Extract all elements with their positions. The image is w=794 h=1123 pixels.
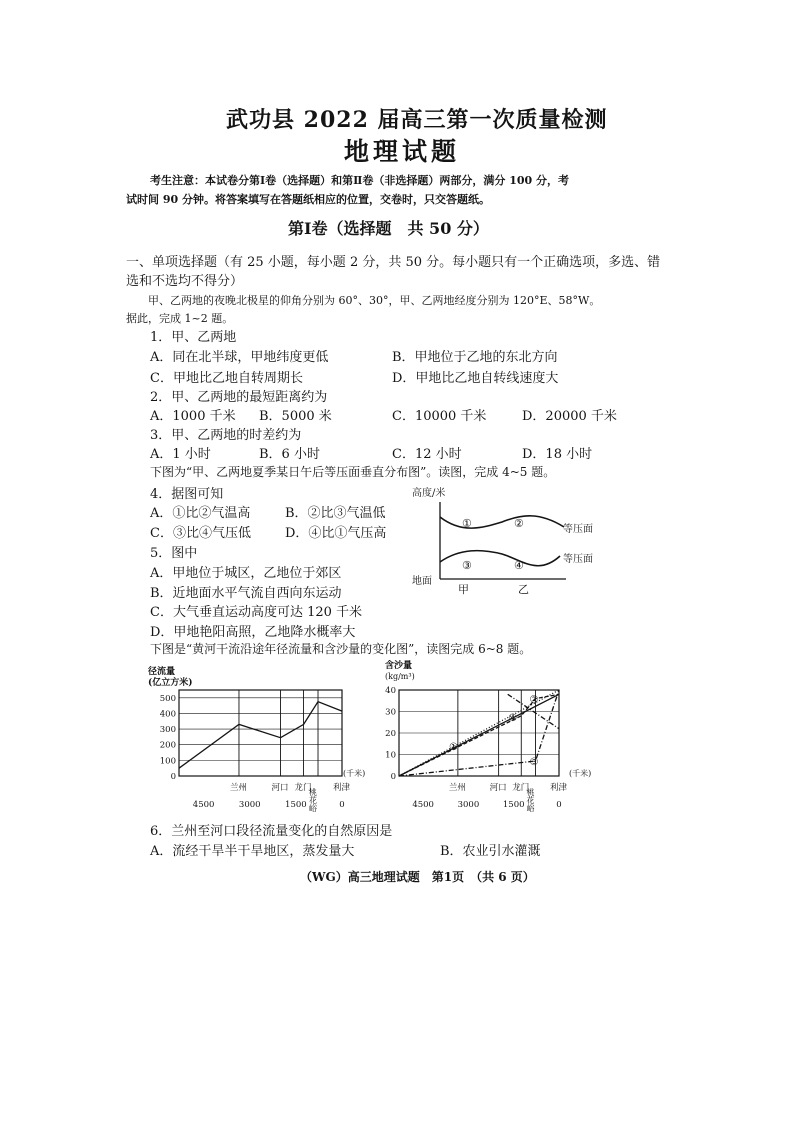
question-5-stem: 5．图中 <box>150 546 198 561</box>
sediment-xtick-label: 4500 <box>412 800 434 810</box>
runoff-chart-x-unit: (千米) <box>343 769 366 778</box>
question-6-option-b: B．农业引水灌溉 <box>440 844 541 859</box>
question-3-option-b: B．6 小时 <box>259 447 320 462</box>
runoff-ytick-label: 500 <box>159 693 176 704</box>
location-yi-label: 乙 <box>518 583 529 596</box>
ground-label: 地面 <box>412 576 432 587</box>
figure-2-intro: 下图是“黄河干流沿途年径流量和含沙量的变化图”，读图完成 6~8 题。 <box>150 642 532 656</box>
runoff-station-label: 兰州 <box>229 783 247 793</box>
context-line-2: 据此，完成 1~2 题。 <box>126 312 234 325</box>
runoff-ytick-label: 200 <box>159 740 176 751</box>
runoff-station-label: 龙门 <box>294 783 312 793</box>
sediment-ytick-label: 0 <box>390 772 396 782</box>
runoff-station-label: 利津 <box>333 783 351 793</box>
runoff-chart <box>148 660 378 812</box>
question-3-option-c: C．12 小时 <box>392 447 462 462</box>
point-3-label: ③ <box>462 559 472 572</box>
question-4-option-a: A．①比②气温高 <box>150 506 251 521</box>
question-4-option-c: C．③比④气压低 <box>150 526 251 541</box>
sediment-series-label: ② <box>529 694 539 706</box>
question-3-option-d: D．18 小时 <box>522 447 593 462</box>
point-1-label: ① <box>462 517 472 530</box>
question-2-option-a: A．1000 千米 <box>150 409 236 424</box>
sediment-xtick-label: 3000 <box>457 800 480 810</box>
sediment-xtick-label: 0 <box>556 800 562 810</box>
section-title: 第Ⅰ卷（选择题 共 50 分） <box>288 219 489 238</box>
runoff-chart-ylabel-line-1: 径流量 <box>148 667 176 677</box>
question-4-stem: 4．据图可知 <box>150 487 224 502</box>
runoff-series-line <box>179 702 342 769</box>
sediment-ytick-label: 20 <box>385 729 396 739</box>
question-2-option-c: C．10000 千米 <box>392 409 487 424</box>
question-2-option-d: D．20000 千米 <box>522 409 617 424</box>
lower-isobaric-surface <box>440 551 560 566</box>
notice-line-2: 试时间 90 分钟。将答案填写在答题纸相应的位置，交卷时，只交答题纸。 <box>126 193 490 206</box>
runoff-station-label: 河口 <box>271 783 289 793</box>
runoff-chart-ylabel-line-2: (亿立方米) <box>148 678 193 688</box>
point-2-label: ② <box>514 517 524 530</box>
question-4-option-b: B．②比③气温低 <box>285 506 386 521</box>
runoff-xtick-label: 1500 <box>285 800 307 810</box>
runoff-xtick-label: 4500 <box>192 800 215 810</box>
instructions-line-1: 一、单项选择题（有 25 小题，每小题 2 分，共 50 分。每小题只有一个正确选项，多选、错 <box>126 255 661 270</box>
question-3-stem: 3．甲、乙两地的时差约为 <box>150 428 302 443</box>
question-4-option-d: D．④比①气压高 <box>285 526 387 541</box>
runoff-ytick-label: 300 <box>159 725 176 736</box>
instructions-line-2: 选和不选均不得分） <box>126 274 244 289</box>
page-footer: （WG）高三地理试题 第1页 （共 6 页） <box>300 870 535 884</box>
isobar-diagram <box>410 482 620 600</box>
isobar-diagram-ylabel: 高度/米 <box>412 488 446 499</box>
runoff-ytick-label: 0 <box>170 772 176 782</box>
sediment-station-label: 利津 <box>550 783 568 793</box>
exam-title: 武功县 2022 届高三第一次质量检测 <box>226 107 608 133</box>
sediment-chart-ylabel-line-2: (kg/m³) <box>385 672 415 681</box>
question-6-option-a: A．流经干旱半干旱地区，蒸发量大 <box>150 844 355 859</box>
lower-isobar-label: 等压面 <box>563 554 593 565</box>
question-1-stem: 1．甲、乙两地 <box>150 330 237 345</box>
question-5-option-d: D．甲地艳阳高照，乙地降水概率大 <box>150 625 356 640</box>
sediment-xtick-label: 1500 <box>502 800 525 810</box>
question-3-option-a: A．1 小时 <box>150 447 211 462</box>
context-line-1: 甲、乙两地的夜晚北极星的仰角分别为 60°、30°，甲、乙两地经度分别为 120°E、58°W。 <box>148 294 601 307</box>
question-5-option-b: B．近地面水平气流自西向东运动 <box>150 586 342 601</box>
question-5-option-a: A．甲地位于城区，乙地位于郊区 <box>150 566 342 581</box>
sediment-ytick-label: 40 <box>385 686 396 696</box>
question-2-option-b: B．5000 米 <box>259 409 332 424</box>
question-1-option-d: D．甲地比乙地自转线速度大 <box>392 371 559 386</box>
question-1-option-b: B．甲地位于乙地的东北方向 <box>392 350 558 365</box>
question-6-stem: 6．兰州至河口段径流量变化的自然原因是 <box>150 824 393 839</box>
runoff-ytick-label: 400 <box>159 709 176 720</box>
exam-subtitle: 地理试题 <box>344 137 461 166</box>
sediment-station-label: 龙门 <box>512 783 530 793</box>
sediment-chart-x-unit: (千米) <box>569 769 592 778</box>
runoff-ytick-label: 100 <box>159 756 176 767</box>
sediment-station-label: 河口 <box>489 783 507 793</box>
sediment-ytick-label: 10 <box>385 750 396 761</box>
runoff-station-label: 桃花峪 <box>308 788 318 812</box>
sediment-station-label: 桃花峪 <box>525 788 535 812</box>
question-1-option-c: C．甲地比乙地自转周期长 <box>150 371 303 386</box>
sediment-series-label: ① <box>449 741 458 753</box>
location-jia-label: 甲 <box>458 583 469 596</box>
sediment-chart <box>385 660 600 812</box>
sediment-chart-ylabel-line-1: 含沙量 <box>385 661 413 671</box>
point-4-label: ④ <box>514 559 524 572</box>
sediment-series-label: ③ <box>529 756 539 768</box>
sediment-ytick-label: 30 <box>385 707 396 718</box>
notice-line-1: 考生注意：本试卷分第Ⅰ卷（选择题）和第Ⅱ卷（非选择题）两部分，满分 100 分，考 <box>150 174 570 187</box>
runoff-xtick-label: 0 <box>339 800 345 810</box>
runoff-xtick-label: 3000 <box>238 800 261 810</box>
upper-isobar-label: 等压面 <box>563 524 593 535</box>
question-2-stem: 2．甲、乙两地的最短距离约为 <box>150 390 328 405</box>
figure-1-intro: 下图为“甲、乙两地夏季某日午后等压面垂直分布图”。读图，完成 4~5 题。 <box>150 465 556 479</box>
sediment-series-label: ④ <box>508 713 518 725</box>
upper-isobaric-surface <box>440 516 564 528</box>
question-5-option-c: C．大气垂直运动高度可达 120 千米 <box>150 605 363 620</box>
question-1-option-a: A．同在北半球，甲地纬度更低 <box>150 350 329 365</box>
sediment-station-label: 兰州 <box>448 783 466 793</box>
